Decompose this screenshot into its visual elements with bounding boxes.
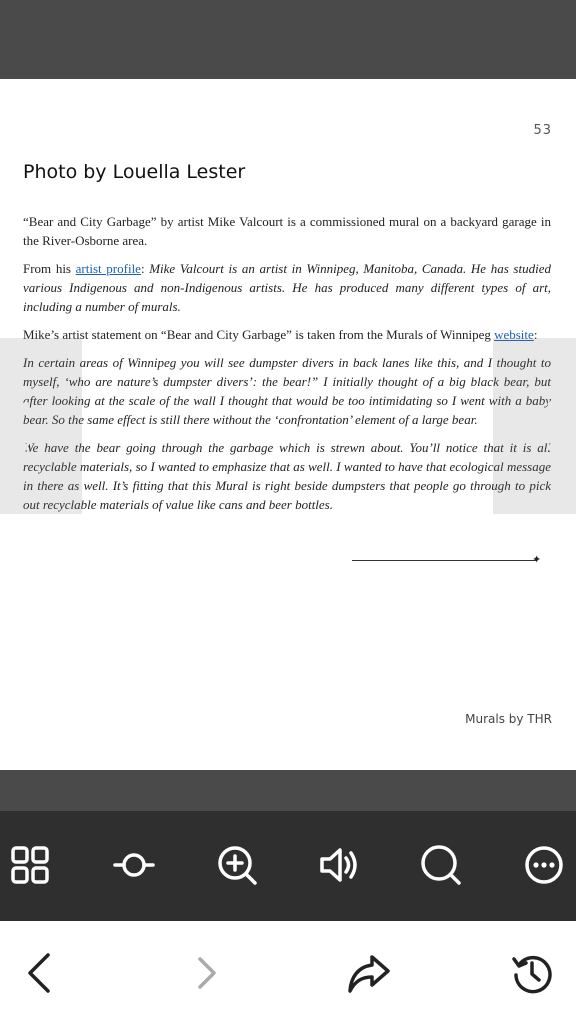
divider-ornament-icon: ✦ <box>532 553 542 566</box>
search-button[interactable] <box>417 841 465 889</box>
zoom-in-icon <box>215 843 259 887</box>
document-page[interactable] <box>0 79 576 770</box>
more-icon <box>522 843 566 887</box>
search-icon <box>419 843 463 887</box>
zoom-in-button[interactable] <box>213 841 261 889</box>
forward-button[interactable] <box>182 949 230 997</box>
previous-page-button[interactable] <box>0 338 82 514</box>
share-icon <box>346 951 390 995</box>
chevron-left-icon <box>0 396 36 456</box>
history-icon <box>510 951 554 995</box>
quote-paragraph-1: In certain areas of Winnipeg you will see dumpster divers in back lanes like this, and I thought to myself, ‘who are nature’s dumpster divers’: the bear!” I initially thought of a big black bear, but after looking at the scale of the wall I thought that would be too intimidating so I went with a baby bear. So the same effect is still there without the ‘confrontation’ element of a large bear. <box>23 355 551 427</box>
profile-prefix: From his <box>23 261 76 276</box>
next-page-button[interactable] <box>493 338 576 514</box>
profile-quote: Mike Valcourt is an artist in Winnipeg, Manitoba, Canada. He has studied various Indigenous and non-Indigenous artists. He has produced many different types of art, including a number of murals. <box>23 261 551 314</box>
contents-button[interactable] <box>6 841 54 889</box>
document-body <box>23 212 551 523</box>
page-footer: Murals by THR <box>465 712 552 726</box>
more-options-button[interactable] <box>520 841 568 889</box>
paragraph-intro: “Bear and City Garbage” by artist Mike Valcourt is a commissioned mural on a backyard garage in the River-Osborne area. <box>23 214 551 248</box>
paragraph-statement <box>23 325 551 344</box>
forward-icon <box>184 951 228 995</box>
separator-bar <box>0 770 576 811</box>
statement-colon: : <box>533 327 538 342</box>
artist-profile-link[interactable]: artist profile <box>75 261 141 276</box>
profile-colon: : <box>140 261 150 276</box>
navigation-bar <box>0 921 576 1024</box>
brightness-button[interactable] <box>110 841 158 889</box>
history-button[interactable] <box>508 949 556 997</box>
read-aloud-button[interactable] <box>314 841 362 889</box>
page-heading: Photo by Louella Lester <box>23 161 246 183</box>
chevron-right-icon <box>540 396 576 456</box>
quote-paragraph-2: We have the bear going through the garbage which is strewn about. You’ll notice that it is all recyclable materials, so I wanted to emphasize that as well. I wanted to have that ecological message in there as well. It’s fitting that this Mural is right beside dumpsters that people go through to pick out recyclable materials of value like cans and beer bottles. <box>23 440 551 512</box>
statement-text: Mike’s artist statement on “Bear and City Garbage” is taken from the Murals of Winnipeg <box>23 327 495 342</box>
share-button[interactable] <box>344 949 392 997</box>
website-link[interactable]: website <box>494 327 534 342</box>
back-button[interactable] <box>16 949 64 997</box>
back-icon <box>18 951 62 995</box>
speaker-icon <box>316 843 360 887</box>
reader-toolbar <box>0 811 576 921</box>
top-bar <box>0 0 576 79</box>
grid-icon <box>8 843 52 887</box>
brightness-icon <box>112 843 156 887</box>
section-divider <box>352 560 536 561</box>
page-number: 53 <box>533 123 552 138</box>
paragraph-profile <box>23 259 551 316</box>
